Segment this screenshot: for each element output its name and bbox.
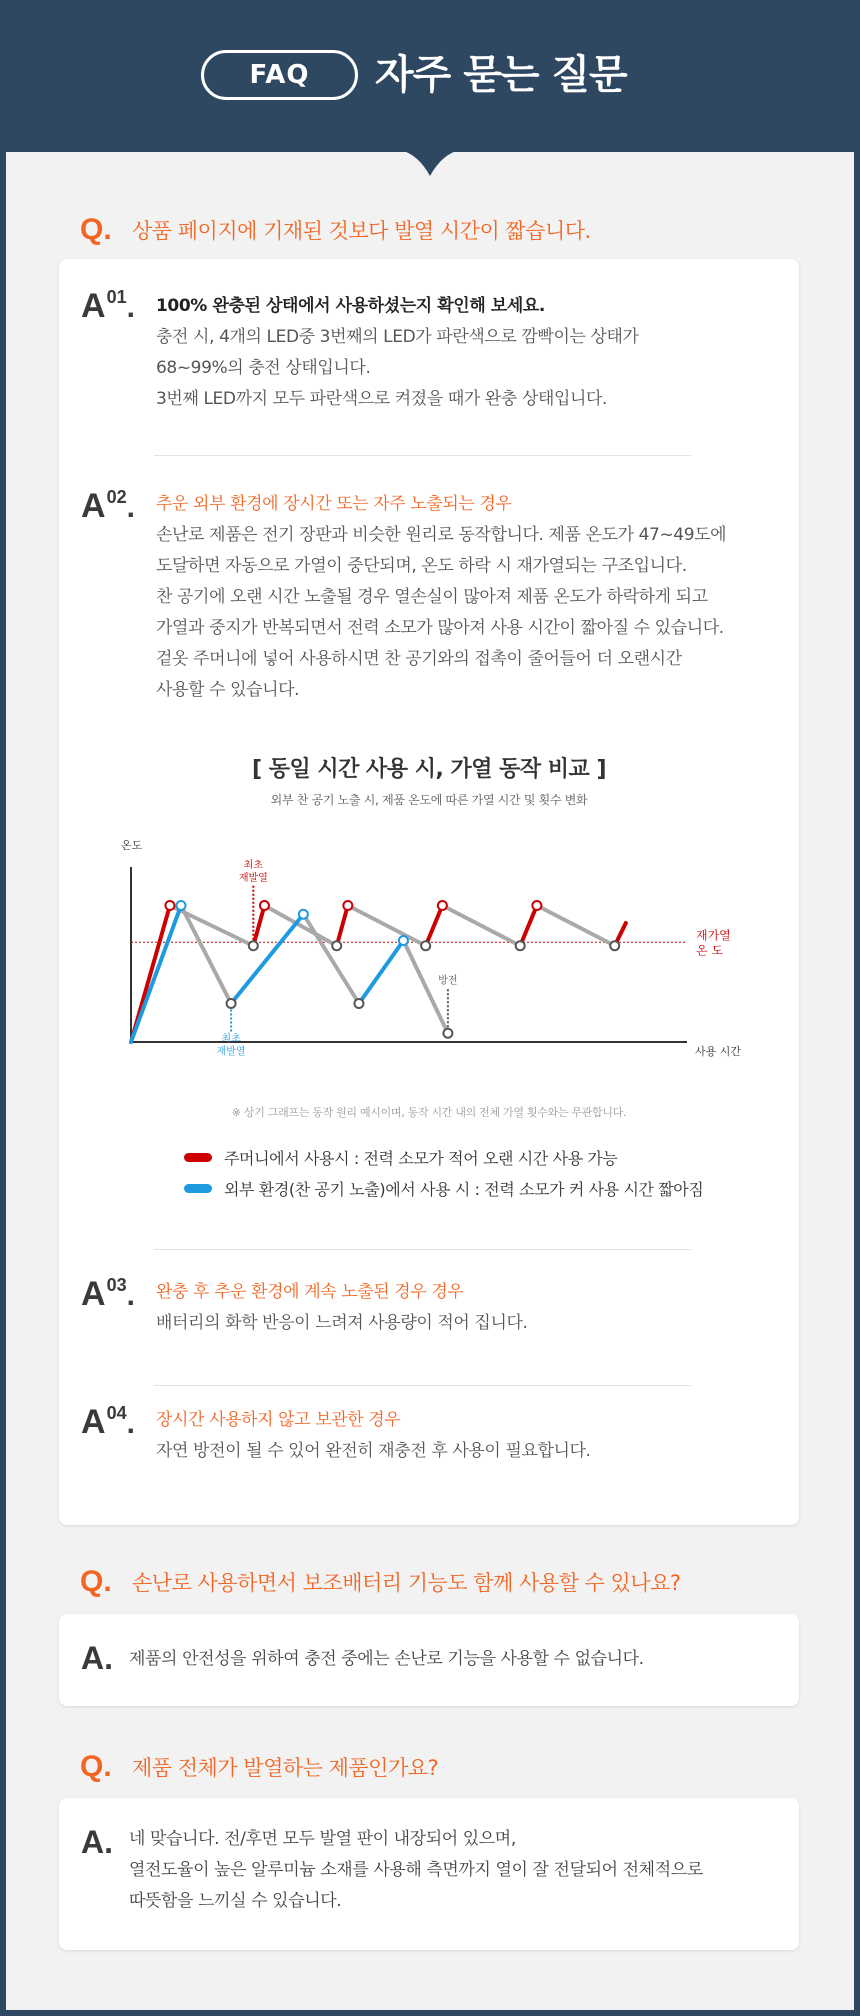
blue-heating-segment <box>131 906 181 1043</box>
answer-body-03 <box>156 1277 528 1339</box>
answer-label-01: A01. <box>81 287 135 325</box>
answer-mark-icon: A. <box>81 1824 113 1860</box>
answer-line: 배터리의 화학 반응이 느려져 사용량이 적어 집니다. <box>156 1313 528 1333</box>
answer-body <box>129 1644 644 1675</box>
answer-mark-icon: A. <box>81 1640 113 1676</box>
red-series-point <box>249 941 258 950</box>
red-heating-segment <box>426 906 443 946</box>
faq-question-1[interactable] <box>80 213 591 247</box>
cooling-segment <box>442 906 520 946</box>
cooling-segment <box>403 941 447 1034</box>
answer-body <box>129 1824 703 1917</box>
faq-answer-card-2 <box>59 1614 799 1706</box>
answer-line: 제품의 안전성을 위하여 충전 중에는 손난로 기능을 사용할 수 없습니다. <box>129 1649 644 1669</box>
cooling-segment <box>181 906 231 1004</box>
threshold-label: 재가열 <box>696 928 731 943</box>
answer-line: 68~99%의 충전 상태입니다. <box>156 358 371 378</box>
faq-badge: FAQ <box>201 50 358 100</box>
question-mark-icon: Q. <box>80 1565 112 1598</box>
blue-series-point <box>227 999 236 1008</box>
blue-heating-segment <box>231 914 303 1003</box>
red-series-point <box>332 941 341 950</box>
red-series-point <box>516 941 525 950</box>
blue-series-point <box>177 901 186 910</box>
divider <box>154 1249 691 1250</box>
legend-label: 외부 환경(찬 공기 노출)에서 사용 시 : 전력 소모가 커 사용 시간 짧아짐 <box>224 1180 704 1199</box>
faq-answer-card-3 <box>59 1798 799 1950</box>
heating-chart <box>59 809 799 1179</box>
answer-title: 100% 완충된 상태에서 사용하셨는지 확인해 보세요. <box>156 296 545 316</box>
annotation-red: 재발열 <box>238 872 268 884</box>
faq-answer-card-1 <box>59 259 799 1525</box>
legend-label: 주머니에서 사용시 : 전력 소모가 적어 오랜 시간 사용 가능 <box>224 1149 618 1168</box>
answer-line: 3번째 LED까지 모두 파란색으로 켜졌을 때가 완충 상태입니다. <box>156 389 608 409</box>
answer-label-04: A04. <box>81 1403 135 1441</box>
page-header <box>0 0 860 152</box>
blue-series-point <box>299 910 308 919</box>
cooling-segment <box>537 906 615 946</box>
red-series-point <box>610 941 619 950</box>
answer-title: 장시간 사용하지 않고 보관한 경우 <box>156 1410 401 1430</box>
cooling-segment <box>348 906 426 946</box>
chart-y-label: 온도 <box>121 839 143 852</box>
answer-line: 자연 방전이 될 수 있어 완전히 재충전 후 사용이 필요합니다. <box>156 1441 591 1461</box>
annotation-blue: 재발열 <box>216 1046 246 1058</box>
chart-x-label: 사용 시간 <box>695 1045 742 1058</box>
answer-body-02 <box>156 489 726 706</box>
page-title: 자주 묻는 질문 <box>375 52 627 98</box>
question-text: 제품 전체가 발열하는 제품인가요? <box>132 1756 439 1780</box>
answer-line: 가열과 중지가 반복되면서 전력 소모가 많아져 사용 시간이 짧아질 수 있습니다. <box>156 618 724 638</box>
red-series-point <box>438 901 447 910</box>
divider <box>154 455 691 456</box>
answer-body-01 <box>156 291 639 415</box>
legend-item-blue <box>184 1177 703 1200</box>
faq-question-3[interactable] <box>80 1750 438 1784</box>
legend-swatch <box>184 1184 212 1193</box>
answer-body-04 <box>156 1405 591 1467</box>
answer-label-03: A03. <box>81 1275 135 1313</box>
answer-line: 겉옷 주머니에 넣어 사용하시면 찬 공기와의 접촉이 줄어들어 더 오랜시간 <box>156 649 682 669</box>
blue-series-point <box>399 936 408 945</box>
answer-line: 찬 공기에 오랜 시간 노출될 경우 열손실이 많아져 제품 온도가 하락하게 되고 <box>156 587 708 607</box>
red-series-point <box>421 941 430 950</box>
annotation-discharge: 방전 <box>438 975 458 987</box>
discharge-point <box>443 1029 452 1038</box>
answer-title: 완충 후 추운 환경에 계속 노출된 경우 경우 <box>156 1282 464 1302</box>
blue-heating-segment <box>359 941 403 1004</box>
chart-subtitle: 외부 찬 공기 노출 시, 제품 온도에 따른 가열 시간 및 횟수 변화 <box>270 793 588 807</box>
chart-title: [ 동일 시간 사용 시, 가열 동작 비교 ] <box>251 757 607 782</box>
question-mark-icon: Q. <box>80 213 112 246</box>
blue-series-point <box>354 999 363 1008</box>
question-mark-icon: Q. <box>80 1750 112 1783</box>
cooling-segment <box>303 914 359 1003</box>
answer-title: 추운 외부 환경에 장시간 또는 자주 노출되는 경우 <box>156 494 512 514</box>
red-heating-segment <box>253 906 264 946</box>
answer-label-02: A02. <box>81 487 135 525</box>
question-text: 손난로 사용하면서 보조배터리 기능도 함께 사용할 수 있나요? <box>132 1571 681 1595</box>
annotation-blue: 최초 <box>221 1033 241 1045</box>
red-series-point <box>343 901 352 910</box>
threshold-label: 온 도 <box>696 943 723 958</box>
faq-question-2[interactable] <box>80 1565 681 1599</box>
annotation-red: 최초 <box>243 859 263 871</box>
answer-line: 충전 시, 4개의 LED중 3번째의 LED가 파란색으로 깜빡이는 상태가 <box>156 327 639 347</box>
answer-line: 열전도율이 높은 알루미늄 소재를 사용해 측면까지 열이 잘 전달되어 전체적으로 <box>129 1860 703 1880</box>
answer-line: 네 맞습니다. 전/후면 모두 발열 판이 내장되어 있으며, <box>129 1829 516 1849</box>
legend-swatch <box>184 1153 212 1162</box>
answer-line: 손난로 제품은 전기 장판과 비슷한 원리로 동작합니다. 제품 온도가 47~49도에 <box>156 525 727 545</box>
chart-note: ※ 상기 그래프는 동작 원리 예시이며, 동작 시간 내의 전체 가열 횟수와는 무관합니다. <box>231 1106 627 1119</box>
answer-line: 사용할 수 있습니다. <box>156 680 300 700</box>
answer-line: 도달하면 자동으로 가열이 중단되며, 온도 하락 시 재가열되는 구조입니다. <box>156 556 687 576</box>
red-series-point <box>532 901 541 910</box>
red-series-point <box>260 901 269 910</box>
red-heating-segment <box>337 906 348 946</box>
answer-line: 따뜻함을 느끼실 수 있습니다. <box>129 1891 342 1911</box>
divider <box>154 1385 691 1386</box>
legend-item-red <box>184 1146 617 1169</box>
red-series-point <box>165 901 174 910</box>
header-notch <box>400 150 460 178</box>
red-heating-segment <box>520 906 537 946</box>
question-text: 상품 페이지에 기재된 것보다 발열 시간이 짧습니다. <box>132 219 591 243</box>
